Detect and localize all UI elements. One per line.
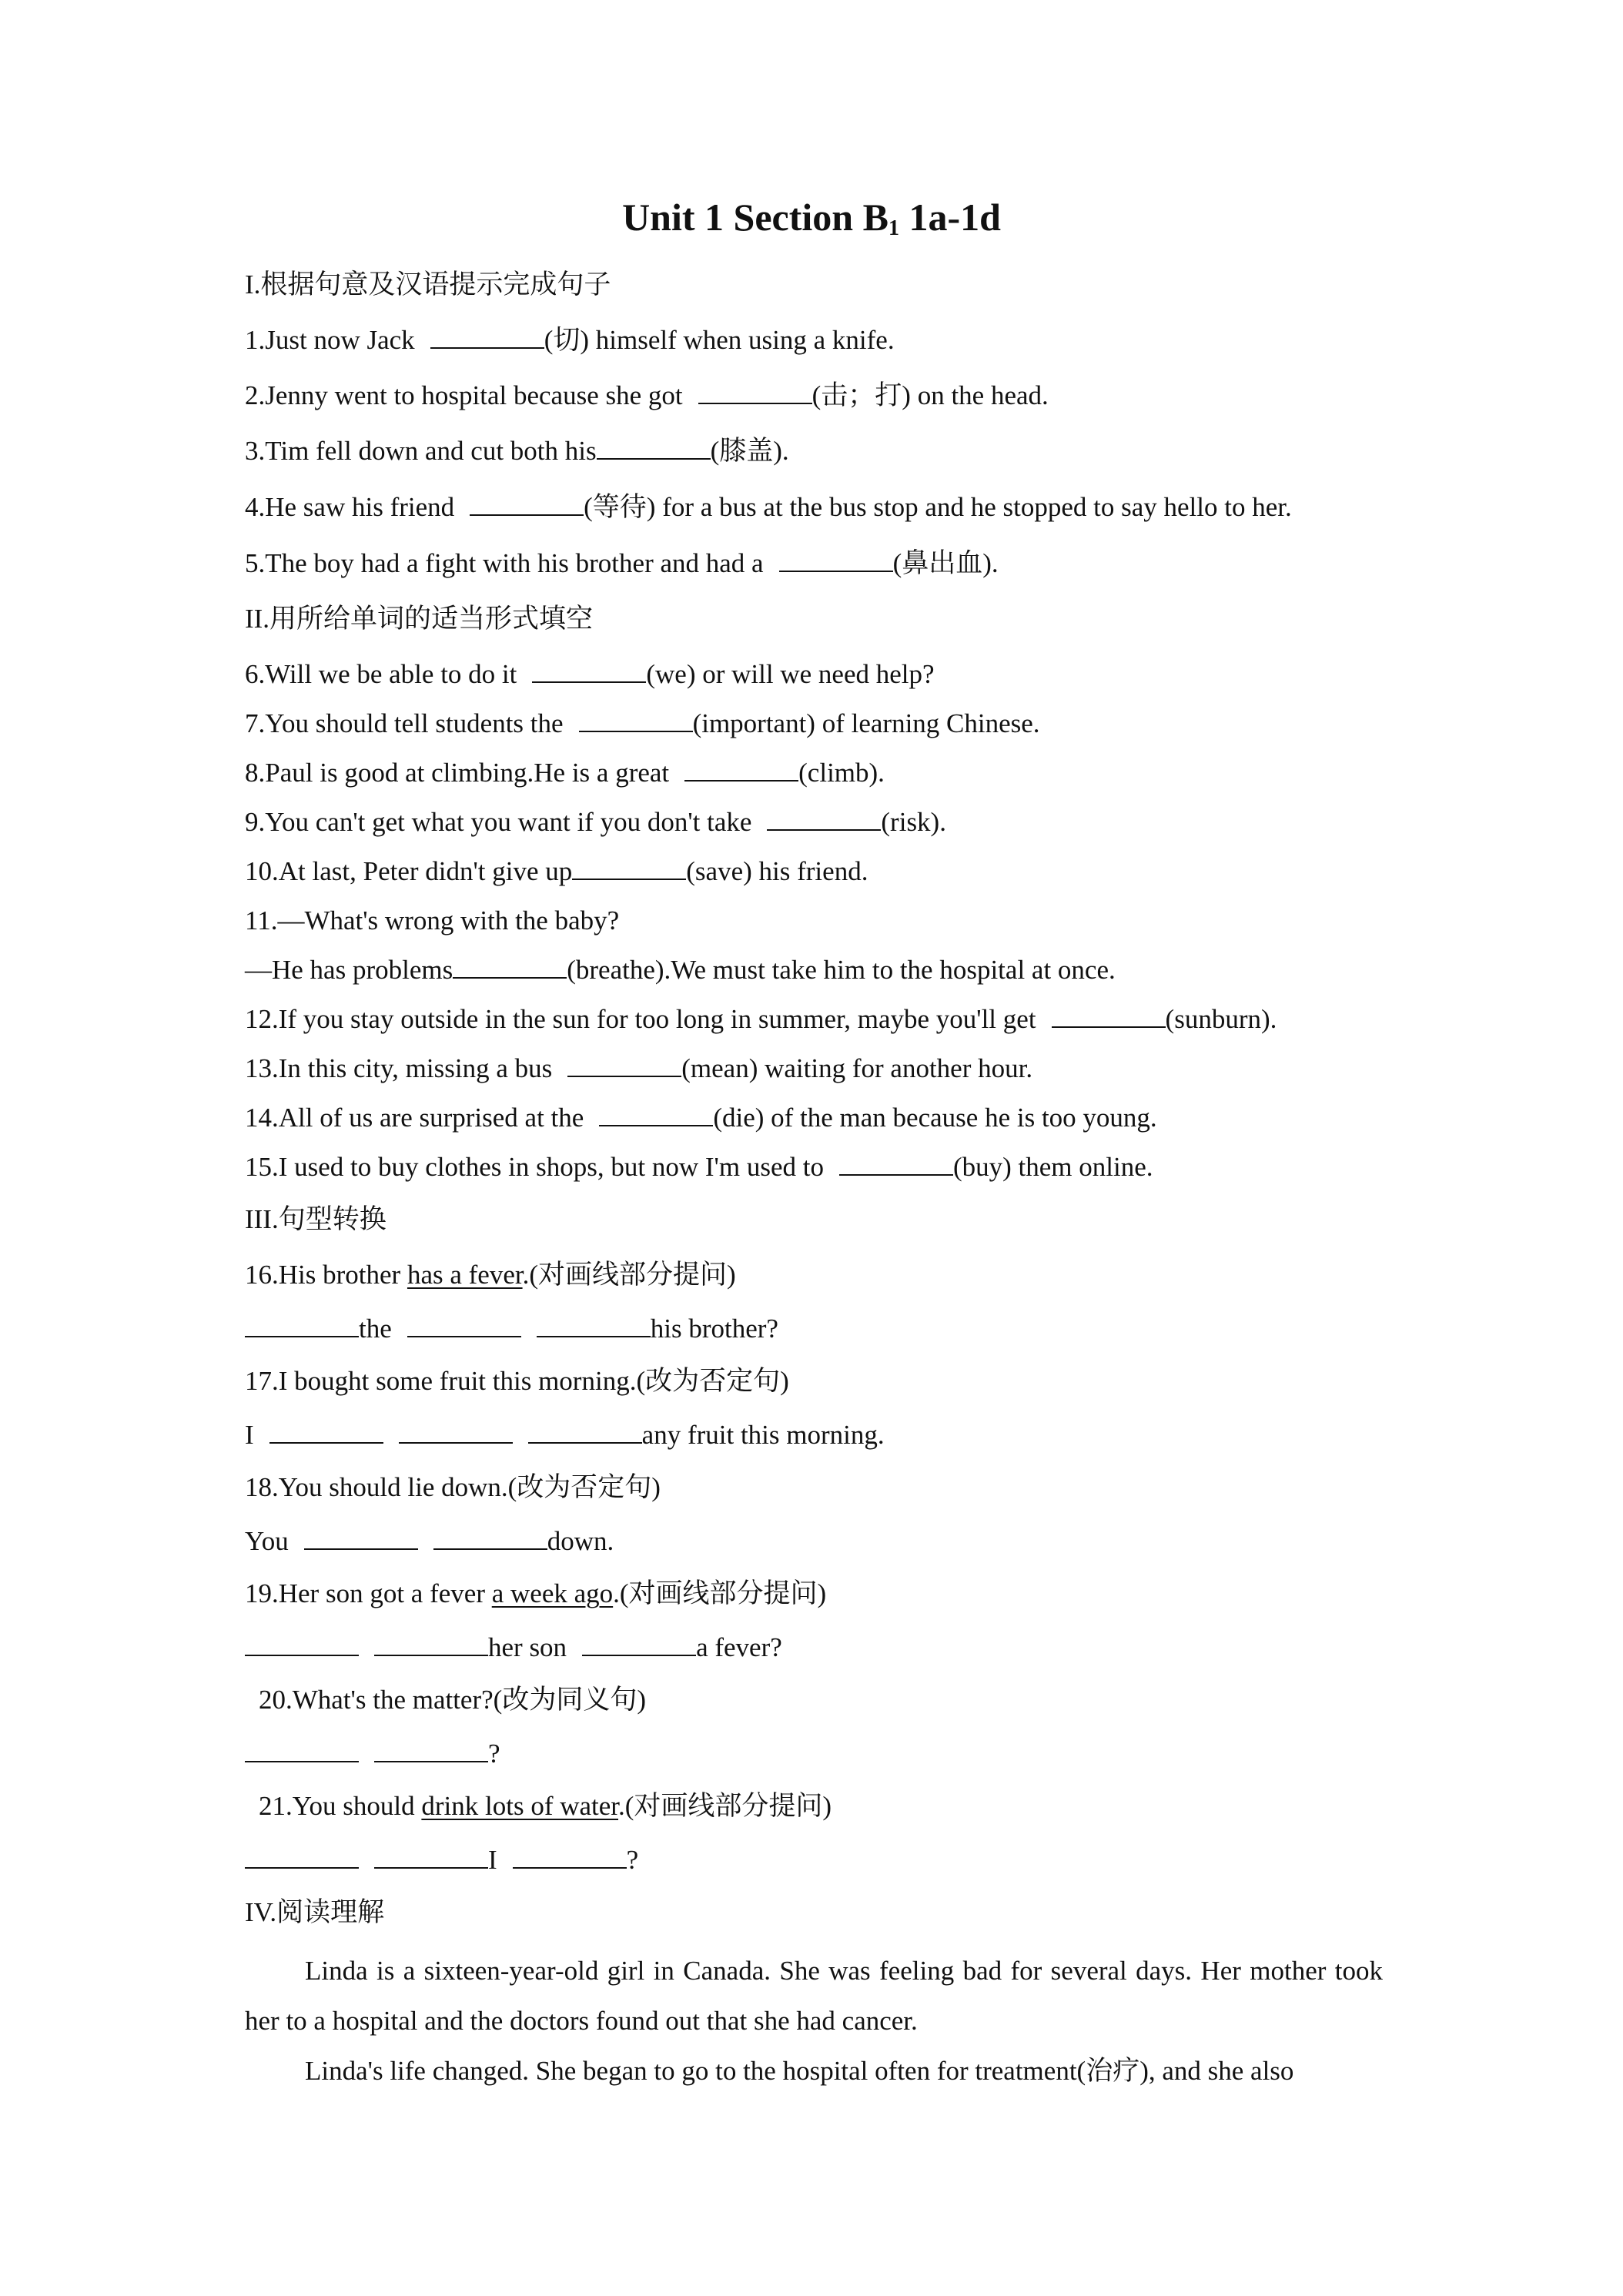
- answer-blank[interactable]: [684, 757, 798, 782]
- section-2-heading: II.用所给单词的适当形式填空: [245, 604, 594, 634]
- answer-blank[interactable]: [532, 658, 646, 683]
- question-6: 6.Will we be able to do it (we) or will we need help?: [245, 659, 935, 689]
- question-19: 19.Her son got a fever a week ago.(对画线部分提问): [245, 1578, 827, 1608]
- answer-blank[interactable]: [245, 1632, 359, 1656]
- section-3-heading: III.句型转换: [245, 1204, 387, 1234]
- answer-blank[interactable]: [399, 1419, 513, 1444]
- question-16: 16.His brother has a fever.(对画线部分提问): [245, 1260, 736, 1290]
- answer-blank[interactable]: [513, 1844, 627, 1869]
- question-7: 7.You should tell students the (important) of learning Chinese.: [245, 708, 1040, 738]
- page-title: Unit 1 Section $B_1$ 1a-1d: [622, 196, 1001, 240]
- question-9: 9.You can't get what you want if you don't take (risk).: [245, 807, 946, 837]
- question-13: 13.In this city, missing a bus (mean) waiting for another hour.: [245, 1053, 1033, 1083]
- answer-blank[interactable]: [245, 1313, 359, 1337]
- question-3: 3.Tim fell down and cut both his (膝盖).: [245, 436, 789, 466]
- answer-blank[interactable]: [304, 1525, 418, 1550]
- answer-blank[interactable]: [579, 708, 693, 732]
- question-4: 4.He saw his friend (等待) for a bus at the bus stop and he stopped to say hello to her.: [245, 492, 1292, 522]
- reading-paragraph: Linda is a sixteen-year-old girl in Canada. She was feeling bad for several days. Her mother took her to a hospital and the doctors found out that she had cancer.: [245, 1956, 1383, 2036]
- question-5: 5.The boy had a fight with his brother and had a (鼻出血).: [245, 548, 999, 578]
- answer-blank[interactable]: [597, 435, 711, 460]
- answer-blank[interactable]: [698, 380, 812, 404]
- question-14: 14.All of us are surprised at the (die) of the man because he is too young.: [245, 1103, 1157, 1133]
- answer-blank[interactable]: [839, 1151, 953, 1176]
- question-20: 20.What's the matter?(改为同义句): [259, 1685, 646, 1715]
- answer-blank[interactable]: [269, 1419, 383, 1444]
- answer-blank[interactable]: [537, 1313, 651, 1337]
- question-1: 1.Just now Jack (切) himself when using a knife.: [245, 325, 895, 355]
- question-8: 8.Paul is good at climbing.He is a great (climb).: [245, 758, 885, 788]
- question-19-answer: her son a fever?: [245, 1629, 782, 1666]
- answer-blank[interactable]: [567, 1053, 681, 1077]
- question-18-answer: You down.: [245, 1526, 614, 1556]
- question-11: 11.—What's wrong with the baby?: [245, 905, 620, 935]
- question-21-answer: I ?: [245, 1842, 638, 1879]
- answer-blank[interactable]: [433, 1525, 547, 1550]
- question-2: 2.Jenny went to hospital because she got (击；打) on the head.: [245, 380, 1049, 410]
- answer-blank[interactable]: [528, 1419, 642, 1444]
- question-15: 15.I used to buy clothes in shops, but now I'm used to (buy) them online.: [245, 1152, 1153, 1182]
- answer-blank[interactable]: [1052, 1003, 1166, 1028]
- question-20-answer: ?: [245, 1735, 500, 1772]
- answer-blank[interactable]: [453, 954, 567, 979]
- answer-blank[interactable]: [374, 1844, 488, 1869]
- answer-blank[interactable]: [572, 855, 686, 880]
- answer-blank[interactable]: [582, 1632, 696, 1656]
- question-18: 18.You should lie down.(改为否定句): [245, 1472, 661, 1502]
- question-11-response: —He has problems (breathe).We must take him to the hospital at once.: [245, 955, 1116, 985]
- question-12: 12.If you stay outside in the sun for too long in summer, maybe you'll get (sunburn).: [245, 1004, 1277, 1034]
- answer-blank[interactable]: [245, 1844, 359, 1869]
- question-17-answer: I any fruit this morning.: [245, 1420, 885, 1450]
- answer-blank[interactable]: [245, 1738, 359, 1762]
- answer-blank[interactable]: [407, 1313, 521, 1337]
- section-1-heading: I.根据句意及汉语提示完成句子: [245, 269, 611, 300]
- question-17: 17.I bought some fruit this morning.(改为否定句): [245, 1366, 789, 1396]
- answer-blank[interactable]: [374, 1632, 488, 1656]
- answer-blank[interactable]: [374, 1738, 488, 1762]
- answer-blank[interactable]: [470, 491, 584, 516]
- section-4-heading: IV.阅读理解: [245, 1897, 385, 1927]
- answer-blank[interactable]: [767, 806, 881, 831]
- answer-blank[interactable]: [779, 547, 893, 572]
- answer-blank[interactable]: [430, 324, 544, 349]
- question-10: 10.At last, Peter didn't give up (save) his friend.: [245, 856, 868, 886]
- question-16-answer: the his brother?: [245, 1310, 778, 1347]
- question-21: 21.You should drink lots of water.(对画线部分提问): [259, 1791, 832, 1821]
- answer-blank[interactable]: [599, 1102, 713, 1126]
- reading-paragraph: Linda's life changed. She began to go to the hospital often for treatment(治疗), and she also: [305, 2056, 1294, 2086]
